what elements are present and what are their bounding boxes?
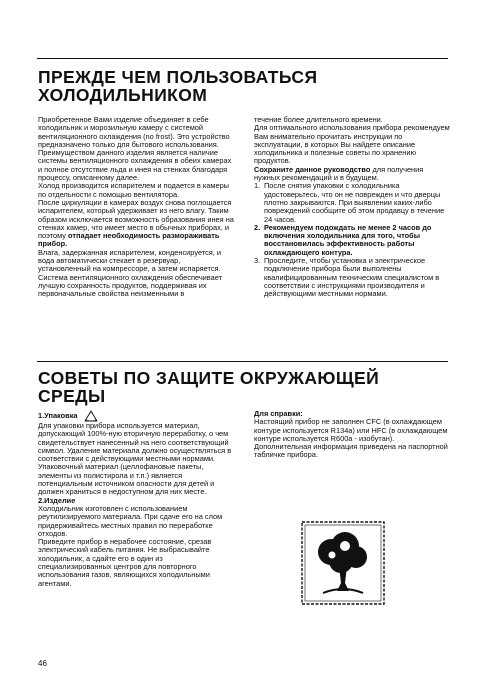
product-paragraph-2: Приведите прибор в нерабочее состояние, срезав электрический кабель питания. Не выбрасывайте холодильник, а сдайте его в один из специализированных центров для повторного использования газов, являющихся холодильными агентами. (38, 537, 212, 588)
product-heading: 2.Изделие (38, 495, 76, 505)
step-text: Рекомендуем подождать не менее 2 часов до включения холодильника для того, чтобы восстановилась эффективность работы охлаждающего контура. (264, 222, 432, 257)
before-use-right-column (254, 116, 450, 299)
title-line-2: ХОЛОДИЛЬНИКОМ (38, 85, 208, 105)
before-use-left-column (38, 116, 234, 299)
circulation-paragraph (38, 199, 234, 249)
circulation-text: После циркуляции в камерах воздух снова поглощается испарителем, который удерживает из него влагу. Таким образом исключается возможность образования инея на стенках камер, что имеет место в обычных приборах, и поэтому (38, 197, 234, 241)
cold-paragraph: Холод производится испарителем и подается в камеры по отдельности с помощью вентилятора. (38, 181, 229, 199)
reference-heading: Для справки: (254, 409, 303, 418)
packaging-paragraph-1: Для упаковки прибора используется материал, допускающий 100%-ную вторичную переработку, о чем свидетельствует нанесенный на него соответствующий символ. Удаление материала должно осуществляться в соответствии с действующими местными нормами. (38, 421, 232, 464)
moisture-paragraph: Влага, задержанная испарителем, конденсируется, и вода автоматически стекает в резервуар, установленный на компрессоре, а затем испаряется. (38, 247, 222, 274)
middle-rule (37, 361, 448, 362)
preservation-paragraph: Система вентиляционного охлаждения обеспечивает лучшую сохранность продуктов, поддерживая их первоначальные свойства неизменными в (38, 272, 223, 299)
environment-right-column (254, 410, 450, 460)
keep-manual-highlight: Сохраните данное руководство (254, 164, 371, 174)
keep-manual-text: для получения нужных рекомендаций и в будущем. (254, 164, 424, 183)
title-line-1: ПРЕЖДЕ ЧЕМ ПОЛЬЗОВАТЬСЯ (38, 67, 318, 87)
reference-paragraph-2: Дополнительная информация приведена на паспортной табличке прибора. (254, 442, 448, 460)
section-title-environment (38, 369, 379, 405)
section-title-before-use (38, 68, 317, 104)
title-line-2: СРЕДЫ (38, 386, 106, 406)
setup-step (254, 257, 450, 298)
title-line-1: СОВЕТЫ ПО ЗАЩИТЕ ОКРУЖАЮЩЕЙ (38, 368, 380, 388)
step-text: После снятия упаковки с холодильника удостоверьтесь, что он не поврежден и что дверцы плотно закрываются. При выявлении каких-либо повреждений сообщите об этом продавцу в течение 24 часов. (264, 181, 445, 224)
packaging-heading: 1.Упаковка (38, 410, 78, 420)
top-rule (37, 58, 448, 59)
setup-step (254, 182, 450, 223)
advantage-paragraph: Преимуществом данного изделия является наличие системы вентиляционного охлаждения в обеих камерах и полное отсутствие льда и инея на стенках благодаря процессу, описанному далее. (38, 148, 232, 183)
setup-steps-list (254, 182, 450, 298)
read-instructions-paragraph: Для оптимального использования прибора рекомендуем Вам внимательно прочитать инструкции по эксплуатации, в которых Вы найдете описание холодильника и полезные советы по хранению продуктов. (254, 123, 450, 166)
step-number: 1. (254, 181, 261, 191)
environment-left-column (38, 410, 234, 588)
step-number: 2. (254, 222, 261, 232)
packaging-paragraph-2: Упаковочный материал (целлофановые пакеты, элементы из полистирола и т.п.) является потенциальным источником опасности для детей и должен храниться в недоступном для них месте. (38, 462, 215, 497)
reference-paragraph-1: Настоящий прибор не заполнен CFC (в охлаждающем контуре используется R134a) или HFC (в охлаждающем контуре используется R600a - изобутан). (254, 417, 448, 443)
no-defrost-highlight: отпадает необходимость размораживать прибор. (38, 231, 220, 249)
page-number: 46 (38, 659, 47, 668)
setup-step (254, 224, 450, 257)
continuation-paragraph: течение более длительного времени. (254, 115, 383, 124)
eco-tree-emblem (301, 521, 385, 605)
intro-paragraph: Приобретенное Вами изделие объединяет в себе холодильник и морозильную камеру с системой вентиляционного охлаждения (no frost). Это устройство предназначено только для бытового использования. (38, 115, 230, 149)
keep-manual-paragraph (254, 166, 450, 183)
step-number: 3. (254, 256, 261, 266)
product-paragraph-1: Холодильник изготовлен с использованием реутилизируемого материала. При сдаче его на слом придерживайтесь местных правил по переработке отходов. (38, 503, 223, 538)
step-text: Проследите, чтобы установка и электрическое подключение прибора были выполнены квалифицированным техническим специалистом в соответствии с инструкциями производителя и действующими местными нормами. (264, 256, 440, 299)
